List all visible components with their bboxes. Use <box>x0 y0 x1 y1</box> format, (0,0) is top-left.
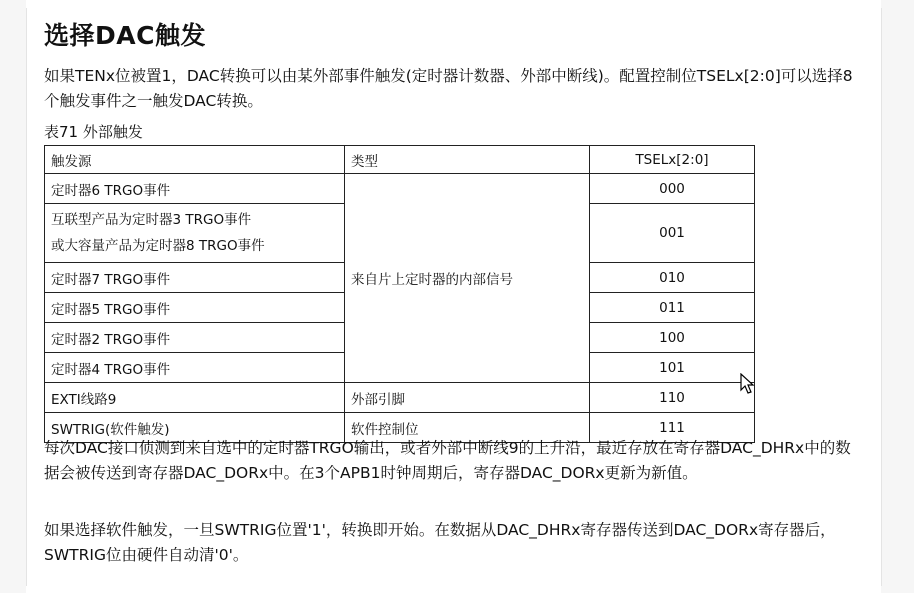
row-source <box>45 204 345 263</box>
row-source: 定时器6 TRGO事件 <box>45 174 345 204</box>
row-code: 100 <box>590 323 755 353</box>
trigger-description-paragraph: 每次DAC接口侦测到来自选中的定时器TRGO输出，或者外部中断线9的上升沿，最近存放在寄存器DAC_DHRx中的数据会被传送到寄存器DAC_DORx中。在3个APB1时钟周期后，寄存器DAC_DORx更新为新值。 <box>44 439 851 482</box>
left-margin <box>0 0 26 593</box>
header-source: 触发源 <box>45 146 345 174</box>
row-code: 010 <box>590 263 755 293</box>
row-code: 111 <box>590 413 755 443</box>
table-row <box>45 383 755 413</box>
row-source: 定时器7 TRGO事件 <box>45 263 345 293</box>
row-source-line2: 或大容量产品为定时器8 TRGO事件 <box>51 238 265 254</box>
row-type-internal: 来自片上定时器的内部信号 <box>345 174 590 383</box>
row-code: 110 <box>590 383 755 413</box>
section-title: 选择DAC触发 <box>44 21 206 50</box>
row-source: EXTI线路9 <box>45 383 345 413</box>
intro-paragraph: 如果TENx位被置1，DAC转换可以由某外部事件触发(定时器计数器、外部中断线)。配置控制位TSELx[2:0]可以选择8个触发事件之一触发DAC转换。 <box>44 67 853 110</box>
table-row <box>45 174 755 204</box>
row-source: 定时器5 TRGO事件 <box>45 293 345 323</box>
row-source: 定时器4 TRGO事件 <box>45 353 345 383</box>
right-margin <box>881 0 914 593</box>
table-header-row <box>45 146 755 174</box>
row-source: 定时器2 TRGO事件 <box>45 323 345 353</box>
row-source: SWTRIG(软件触发) <box>45 413 345 443</box>
table-caption: 表71 外部触发 <box>44 123 143 141</box>
row-code: 001 <box>590 204 755 263</box>
software-trigger-paragraph: 如果选择软件触发，一旦SWTRIG位置'1'，转换即开始。在数据从DAC_DHRx寄存器传送到DAC_DORx寄存器后，SWTRIG位由硬件自动清'0'。 <box>44 521 836 564</box>
row-source-line1: 互联型产品为定时器3 TRGO事件 <box>51 212 252 228</box>
external-trigger-table <box>44 145 755 443</box>
header-type: 类型 <box>345 146 590 174</box>
row-code: 000 <box>590 174 755 204</box>
header-tsel: TSELx[2:0] <box>590 146 755 174</box>
row-type: 软件控制位 <box>345 413 590 443</box>
row-code: 101 <box>590 353 755 383</box>
row-code: 011 <box>590 293 755 323</box>
row-type: 外部引脚 <box>345 383 590 413</box>
mouse-cursor-icon <box>740 373 756 395</box>
